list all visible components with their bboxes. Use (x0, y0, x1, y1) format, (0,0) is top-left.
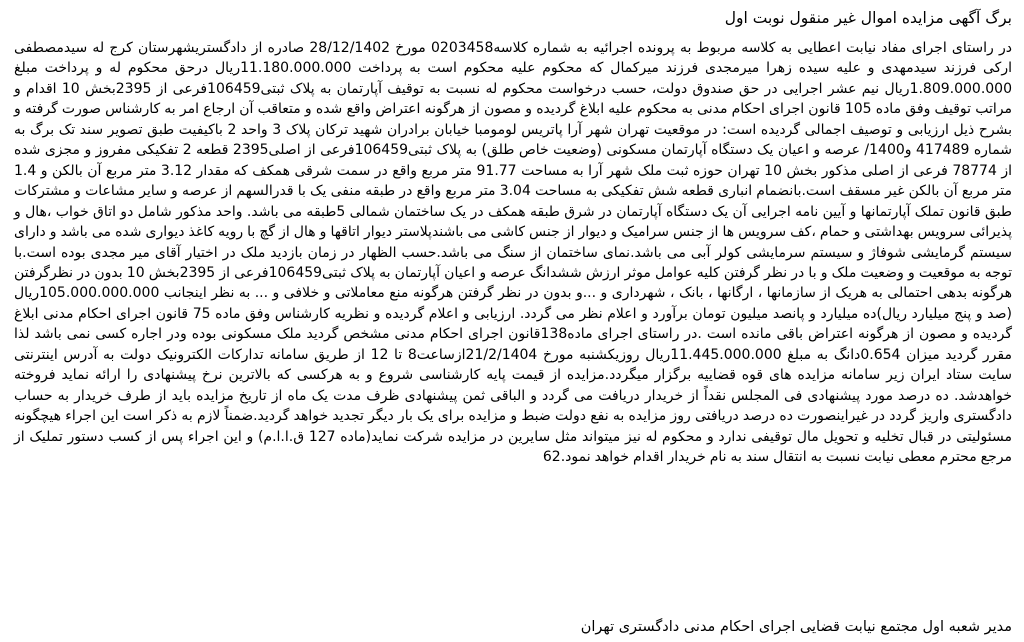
notice-signature: مدیر شعبه اول مجتمع نیابت قضایی اجرای احکام مدنی دادگستری تهران (580, 619, 1012, 635)
notice-body: در راستای اجرای مفاد نیابت اعطایی به کلاسه مربوط به پرونده اجرائیه به شماره کلاسه0203458 مورخ 28/12/1402 صادره از دادگستریشهرستان کرج له سیدمصطفی ارکی فرزند سیدمهدی و علیه سیده زهرا میرمجدی فرزند میرکمال که محکوم علیه محکوم است به پرداخت 11.180.000.000ریال درحق محکوم له و پرداخت مبلغ 1.809.000.000ریال نیم عشر اجرایی در حق صندوق دولت، حسب درخواست محکوم له نسبت به توقیف آپارتمان به پلاک ثبتی106459فرعی از 2395بخش 10 اقدام و مراتب توقیف وفق ماده 105 قانون اجرای احکام مدنی به محکوم علیه ابلاغ گردیده و مصون از هرگونه اعتراض واقع شده و متعاقب آن ارجاع امر به کارشناس صورت گرفته و بشرح ذیل ارزیابی و توصیف اجمالی گردیده است: در موقعیت تهران شهر آرا پاتریس لومومبا خیابان برادران شهید ترکان پلاک 3 واحد 2 باکیفیت طبق تصویر سند تک برگ به شماره 417489 و1400/ عرصه و اعیان یک دستگاه آپارتمان مسکونی (وضعیت خاص طلق) به پلاک ثبتی106459فرعی از اصلی2395 قطعه 2 تفکیکی مفروز و مجزی شده از 78774 فرعی از اصلی مذکور بخش 10 تهران حوزه ثبت ملک شهر آرا به مساحت 91.77 متر مربع واقع در سمت شرقی همکف که مقدار 3.12 متر مربع آن بالکن و 1.4 متر مربع آن بالکن غیر مسقف است.بانضمام انباری قطعه شش تفکیکی به مساحت 3.04 متر مربع واقع در طبقه منفی یک با قدرالسهم از عرصه و سایر مشاعات و مشترکات طبق قانون تملک آپارتمانها و آیین نامه اجرایی آن یک دستگاه آپارتمان در شرق طبقه همکف در یک ساختمان شمالی 5طبقه می باشد. واحد مذکور شامل دو اتاق خواب ،هال و پذیرائی سرویس بهداشتی و حمام ،کف سرویس ها از جنس سرامیک و دیوار از جنس کاشی می باشندپلاستر دیوار اتاقها و هال از گچ با رویه کاغذ دیواری شده می باشد و دارای سیستم گرمایشی شوفاژ و سیستم سرمایشی کولر آبی می باشد.نمای ساختمان از سنگ می باشد.حسب الظهار در زمان بازدید ملک در اختیار آقای میر مجدی بوده است.با توجه به موقعیت و وضعیت ملک و با در نظر گرفتن کلیه عوامل موثر ارزش ششدانگ عرصه و اعیان آپارتمان به پلاک ثبتی106459فرعی از 2395بخش 10 بدون در نظرگرفتن هرگونه بدهی احتمالی به هریک از سازمانها ، ارگانها ، بانک ، شهرداری و ...و بدون در نظر گرفتن هرگونه منع معاملاتی و خلافی و ... به نظر اینجانب 105.000.000.000ریال (صد و پنج میلیارد ریال)ده میلیارد و پانصد میلیون تومان برآورد و اعلام نظر می گردد. ارزیابی و اعلام گردیده و نظریه کارشناس وفق ماده 75 قانون اجرای احکام مدنی ابلاغ گردیده و مصون از هرگونه اعتراض باقی مانده است .در راستای اجرای ماده138قانون اجرای احکام مدنی مشخص گردید ملک مسکونی بوده ودر اجاره کسی نمی باشد لذا مقرر گردید میزان 0.654دانگ به مبلغ 11.445.000.000ریال روزیکشنبه مورخ 21/2/1404ازساعت8 تا 12 از طریق سامانه تدارکات الکترونیک دولت به آدرس اینترنتی سایت ستاد ایران زیر سامانه مزایده های قوه قضاییه برگزار میگردد.مزایده از قیمت پایه کارشناسی شروع و به هرکسی که بالاترین نرخ پیشنهادی را ارائه نماید فروخته خواهدشد. ده درصد مورد پیشنهادی فی المجلس نقداً از خریدار دریافت می گردد و الباقی ثمن پیشنهادی ظرف مدت یک ماه از تاریخ مزایده باید از طرف خریدار به حساب دادگستری واریز گردد در غیراینصورت ده درصد دریافتی روز مزایده به نفع دولت ضبط و مزایده برای یک بار دیگر تجدید خواهد گردید.ضمناً لازم به ذکر است این اجراء هیچگونه مسئولیتی در قبال تخلیه و تحویل مال توقیفی ندارد و محکوم له نیز میتواند مثل سایرین در مزایده شرکت نماید(ماده 127 ق.ا.ا.م) و این اجراء پس از کسب دستور تملیک از مرجع محترم معطی نیابت نسبت به انتقال سند به نام خریدار اقدام خواهد نمود.62 (14, 40, 1013, 466)
notice-title: برگ آگهی مزایده اموال غیر منقول نوبت اول (724, 9, 1012, 27)
